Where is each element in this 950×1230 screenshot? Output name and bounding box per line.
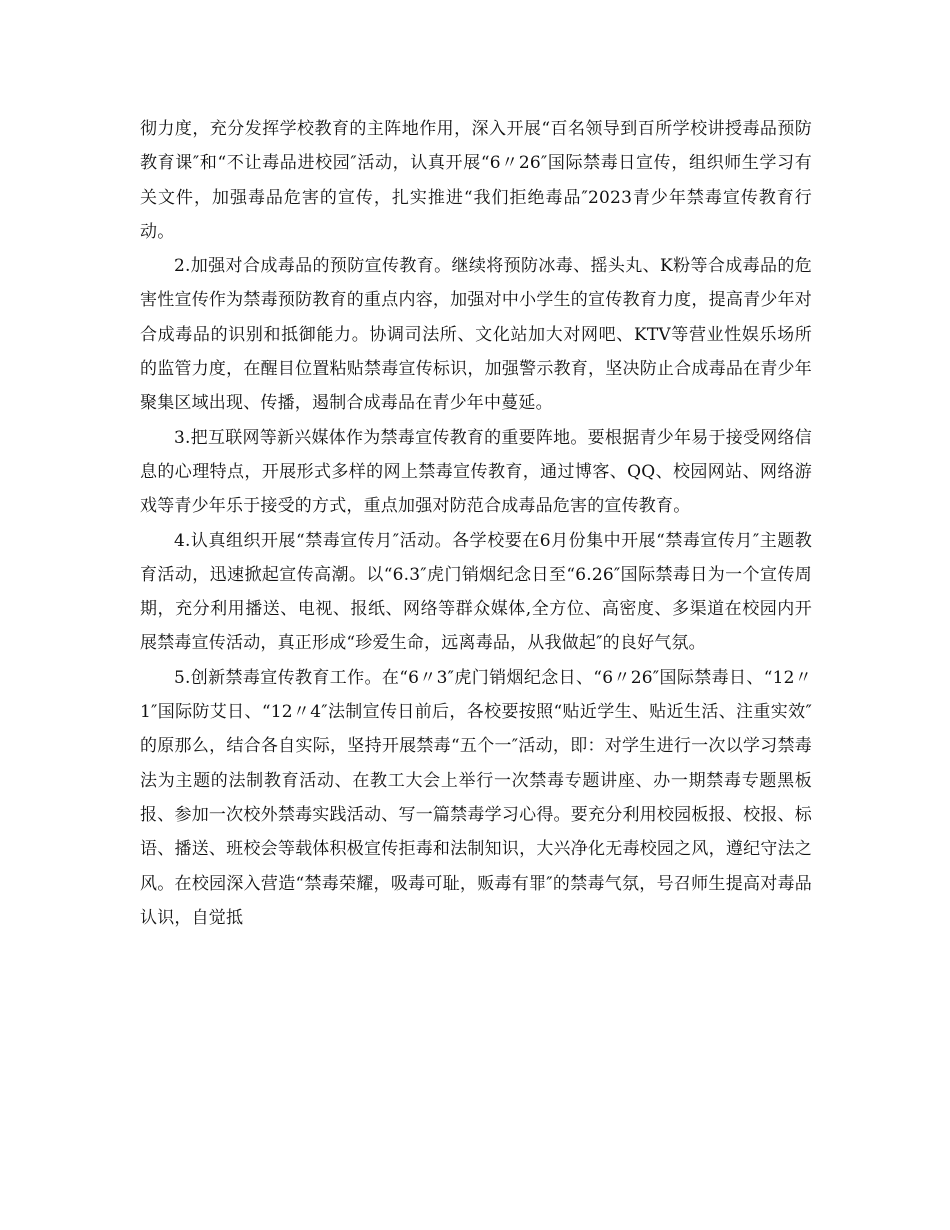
paragraph-item-2: 2.加强对合成毒品的预防宣传教育。继续将预防冰毒、摇头丸、K粉等合成毒品的危害性宣传作为禁毒预防教育的重点内容，加强对中小学生的宣传教育力度，提高青少年对合成毒品的识别和抵御能力。协调司法所、文化站加大对网吧、KTV等营业性娱乐场所的监管力度，在醒目位置粘贴禁毒宣传标识，加强警示教育，坚决防止合成毒品在青少年聚集区域出现、传播，遏制合成毒品在青少年中蔓延。 bbox=[140, 256, 812, 414]
paragraph-item-4: 4.认真组织开展“禁毒宣传月″活动。各学校要在6月份集中开展“禁毒宣传月″主题教育活动，迅速掀起宣传高潮。以“6.3″虎门销烟纪念日至“6.26″国际禁毒日为一个宣传周期，充分利用播送、电视、报纸、网络等群众媒体,全方位、高密度、多渠道在校园内开展禁毒宣传活动，真正形成“珍爱生命，远离毒品，从我做起″的良好气氛。 bbox=[140, 530, 812, 654]
document-body bbox=[140, 112, 812, 935]
paragraph-continuation: 彻力度，充分发挥学校教育的主阵地作用，深入开展“百名领导到百所学校讲授毒品预防教育课″和“不让毒品进校园″活动，认真开展“6〃26″国际禁毒日宣传，组织师生学习有关文件，加强毒品危害的宣传，扎实推进“我们拒绝毒品″2023青少年禁毒宣传教育行动。 bbox=[140, 119, 812, 242]
paragraph-item-3: 3.把互联网等新兴媒体作为禁毒宣传教育的重要阵地。要根据青少年易于接受网络信息的心理特点，开展形式多样的网上禁毒宣传教育，通过博客、QQ、校园网站、网络游戏等青少年乐于接受的方式，重点加强对防范合成毒品危害的宣传教育。 bbox=[140, 427, 812, 517]
paragraph-item-5: 5.创新禁毒宣传教育工作。在“6〃3″虎门销烟纪念日、“6〃26″国际禁毒日、“12〃1″国际防艾日、“12〃4″法制宣传日前后，各校要按照“贴近学生、贴近生活、注重实效″的原那么，结合各自实际，坚持开展禁毒“五个一″活动，即：对学生进行一次以学习禁毒法为主题的法制教育活动、在教工大会上举行一次禁毒专题讲座、办一期禁毒专题黑板报、参加一次校外禁毒实践活动、写一篇禁毒学习心得。要充分利用校园板报、校报、标语、播送、班校会等载体积极宣传拒毒和法制知识，大兴净化无毒校园之风，遵纪守法之风。在校园深入营造“禁毒荣耀，吸毒可耻，贩毒有罪″的禁毒气氛，号召师生提高对毒品认识，自觉抵 bbox=[140, 667, 812, 928]
